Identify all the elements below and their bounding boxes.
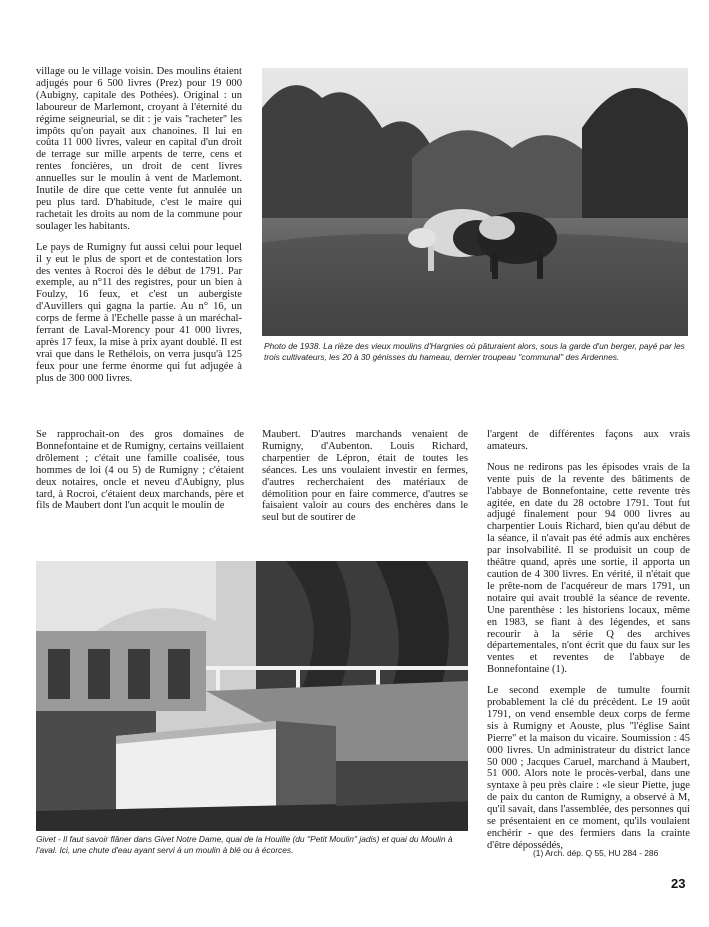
- photo-givet-waterfall: [36, 561, 468, 831]
- paragraph: village ou le village voisin. Des moulins étaient adjugés pour 6 500 livres (Prez) pour 19 000 (Aubigny, capitale des Pothées). Original : un laboureur de Marlemont, croyant à l'éternité du régime seigneurial, se dit : je vais ''racheter'' les impôts qu'on payait aux chanoines. Il lui en coûta 11 000 livres, valeur en capital d'un droit de terrage sur mille arpents de terre, cens et rentes foncières, un droit de cent livres annuelles sur le moulin à vent de Marlemont. Inutile de dire que cette vente fut annulée un peu plus tard. D'habitude, c'est le maire qui rachetait les droits au nom de la commune pour soulager les habitants.: [36, 66, 242, 232]
- paragraph: Se rapprochait-on des gros domaines de Bonnefontaine et de Rumigny, certains veillaient drôlement ; c'était une famille coalisée, tous hommes de loi (4 ou 5) de Rumigny ; c'étaient deux notaires, oncle et neveu d'Aubigny, plus tard, à Rocroi, c'étaient deux marchands, père et fils de Maubert dont l'un acquit le moulin de: [36, 429, 244, 512]
- paragraph: Nous ne redirons pas les épisodes vrais de la vente puis de la revente des bâtiments de l'abbaye de Bonnefontaine, cette revente très agitée, en date du 28 octobre 1791. Tout fut adjugé finalement pour 94 000 livres au charpentier Louis Richard, bien qu'au début de la séance, il n'avait pas été admis aux enchères par insolvabilité. Il se produisit un coup de théâtre quand, après une sortie, il apporta un caution de 4 300 livres. En vérité, il n'était que le prête-nom de l'acquéreur de mars 1791, un notaire qui avait troublé la séance de revente. Une parenthèse : les historiens locaux, même en 1983, se fiant à des légendes, et sans recourir à la série Q des archives départementales, n'ont écrit que du faux sur les ventes et reventes de l'abbaye de Bonnefontaine (1).: [487, 461, 690, 676]
- photo-top-caption: Photo de 1938. La rièze des vieux moulins d'Hargnies où pâturaient alors, sous la garde d'un berger, payé par les trois cultivateurs, les 20 à 30 génisses du hameau, dernier troupeau ''communal'' des Ardennes.: [264, 341, 685, 362]
- mid-column-1: [36, 429, 244, 521]
- top-left-column: [36, 66, 242, 394]
- footnote: (1) Arch. dép. Q 55, HU 284 - 286: [533, 848, 659, 858]
- paragraph: l'argent de différentes façons aux vrais amateurs.: [487, 429, 690, 452]
- paragraph: Maubert. D'autres marchands venaient de Rumigny, d'Aubenton. Louis Richard, charpentier de Lépron, était de toutes les séances. Les uns voulaient investir en fermes, d'autres recherchaient des matériaux de démolition pour en faire commerce, d'autres se faisaient valoir au cours des enchères dans le seul but de soutirer de: [262, 429, 468, 524]
- mid-column-2: [262, 429, 468, 533]
- photo-meadow-cows: [262, 68, 688, 336]
- photo-bottom-caption: Givet - Il faut savoir flâner dans Givet Notre Dame, quai de la Houille (du ''Petit Moulin'' jadis) et quai du Moulin à l'aval. Ici, une chute d'eau ayant servi à un moulin à blé ou à écorces.: [36, 834, 453, 855]
- right-column: [487, 429, 690, 861]
- page-number: 23: [671, 876, 686, 891]
- paragraph: Le second exemple de tumulte fournit probablement la clé du précédent. Le 19 août 1791, on vend ensemble deux corps de ferme sis à Rumigny et Aouste, plus ''l'église Saint Pierre'' et la maison du vicaire. Soumission : 45 000 livres. Un administrateur du district lance 50 000 ; Jacques Caruel, marchand à Maubert, 51 000. Alors note le procès-verbal, dans une syntaxe à peu près claire : «le sieur Piette, juge de paix du canton de Rumigny, a observé à M, qu'il savait, dans l'assemblée, des personnes qui se présentaient en ce moment, qu'ils voulaient enchérir - que des fermiers dans la crainte d'être dépossédés,: [487, 685, 690, 851]
- paragraph: Le pays de Rumigny fut aussi celui pour lequel il y eut le plus de sport et de contestation lors des ventes à Rocroi dès le début de 1791. Par exemple, au n°11 des registres, pour un bien à Foulzy, 16 feux, et c'est un aubergiste d'Auvillers qui gagna la partie. Au n° 16, un corps de ferme à l'Echelle passe à un maréchal-ferrant de Laval-Morency pour 41 000 livres, après 17 feux, la mise à prix ayant doublé. Il est vrai que dans le Rethélois, on verra jusqu'à 125 feux pour une ferme énorme qui fut adjugée à plus de 300 000 livres.: [36, 241, 242, 384]
